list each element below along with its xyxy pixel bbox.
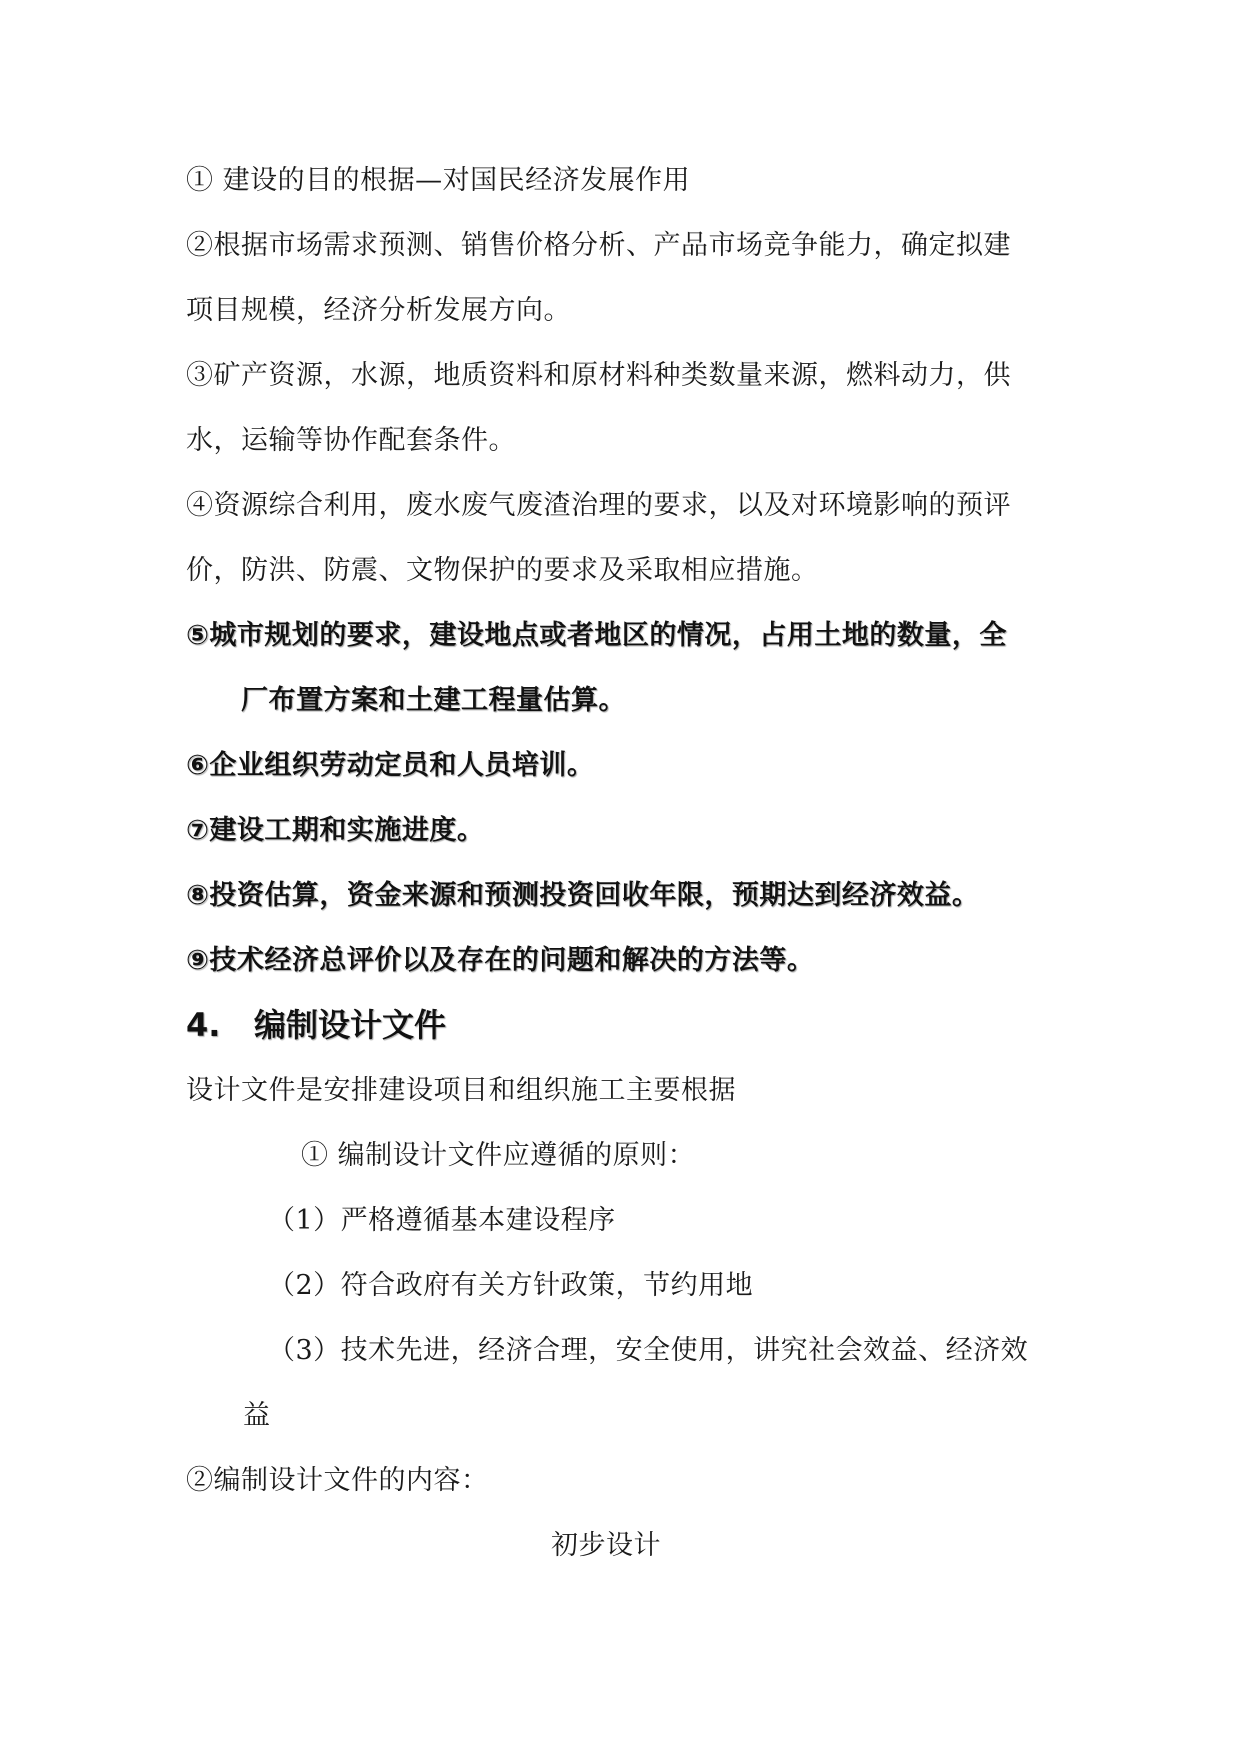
item-2-line-2: 项目规模，经济分析发展方向。 bbox=[186, 295, 571, 326]
section-number: 4. bbox=[186, 1006, 221, 1044]
item-4-line-1: ④资源综合利用，废水废气废渣治理的要求，以及对环境影响的预评 bbox=[186, 490, 1011, 521]
item-2-line-1: ②根据市场需求预测、销售价格分析、产品市场竞争能力，确定拟建 bbox=[186, 230, 1011, 261]
item-5-line-2: 厂布置方案和土建工程量估算。 bbox=[241, 685, 626, 716]
item-5-line-1: ⑤城市规划的要求，建设地点或者地区的情况，占用土地的数量，全 bbox=[186, 620, 1007, 651]
section-title: 编制设计文件 bbox=[254, 1006, 447, 1044]
item-3-line-1: ③矿产资源，水源，地质资料和原材料种类数量来源，燃料动力，供 bbox=[186, 360, 1011, 391]
intro-text: 设计文件是安排建设项目和组织施工主要根据 bbox=[186, 1075, 736, 1106]
principle-2: （2）符合政府有关方针政策，节约用地 bbox=[268, 1270, 754, 1301]
item-7: ⑦建设工期和实施进度。 bbox=[186, 815, 485, 846]
subtitle: 初步设计 bbox=[551, 1530, 661, 1561]
principles-heading: ① 编制设计文件应遵循的原则： bbox=[301, 1140, 696, 1171]
principle-3-line-1: （3）技术先进，经济合理，安全使用，讲究社会效益、经济效 bbox=[268, 1335, 1029, 1366]
item-1: ① 建设的目的根据—对国民经济发展作用 bbox=[186, 165, 691, 196]
content-heading: ②编制设计文件的内容： bbox=[186, 1465, 489, 1496]
item-8: ⑧投资估算，资金来源和预测投资回收年限，预期达到经济效益。 bbox=[186, 880, 980, 911]
item-9: ⑨技术经济总评价以及存在的问题和解决的方法等。 bbox=[186, 945, 815, 976]
principle-3-line-2: 益 bbox=[243, 1400, 271, 1431]
item-3-line-2: 水，运输等协作配套条件。 bbox=[186, 425, 516, 456]
item-4-line-2: 价，防洪、防震、文物保护的要求及采取相应措施。 bbox=[186, 555, 819, 586]
principle-1: （1）严格遵循基本建设程序 bbox=[268, 1205, 616, 1236]
item-6: ⑥企业组织劳动定员和人员培训。 bbox=[186, 750, 595, 781]
section-heading bbox=[186, 1005, 446, 1045]
